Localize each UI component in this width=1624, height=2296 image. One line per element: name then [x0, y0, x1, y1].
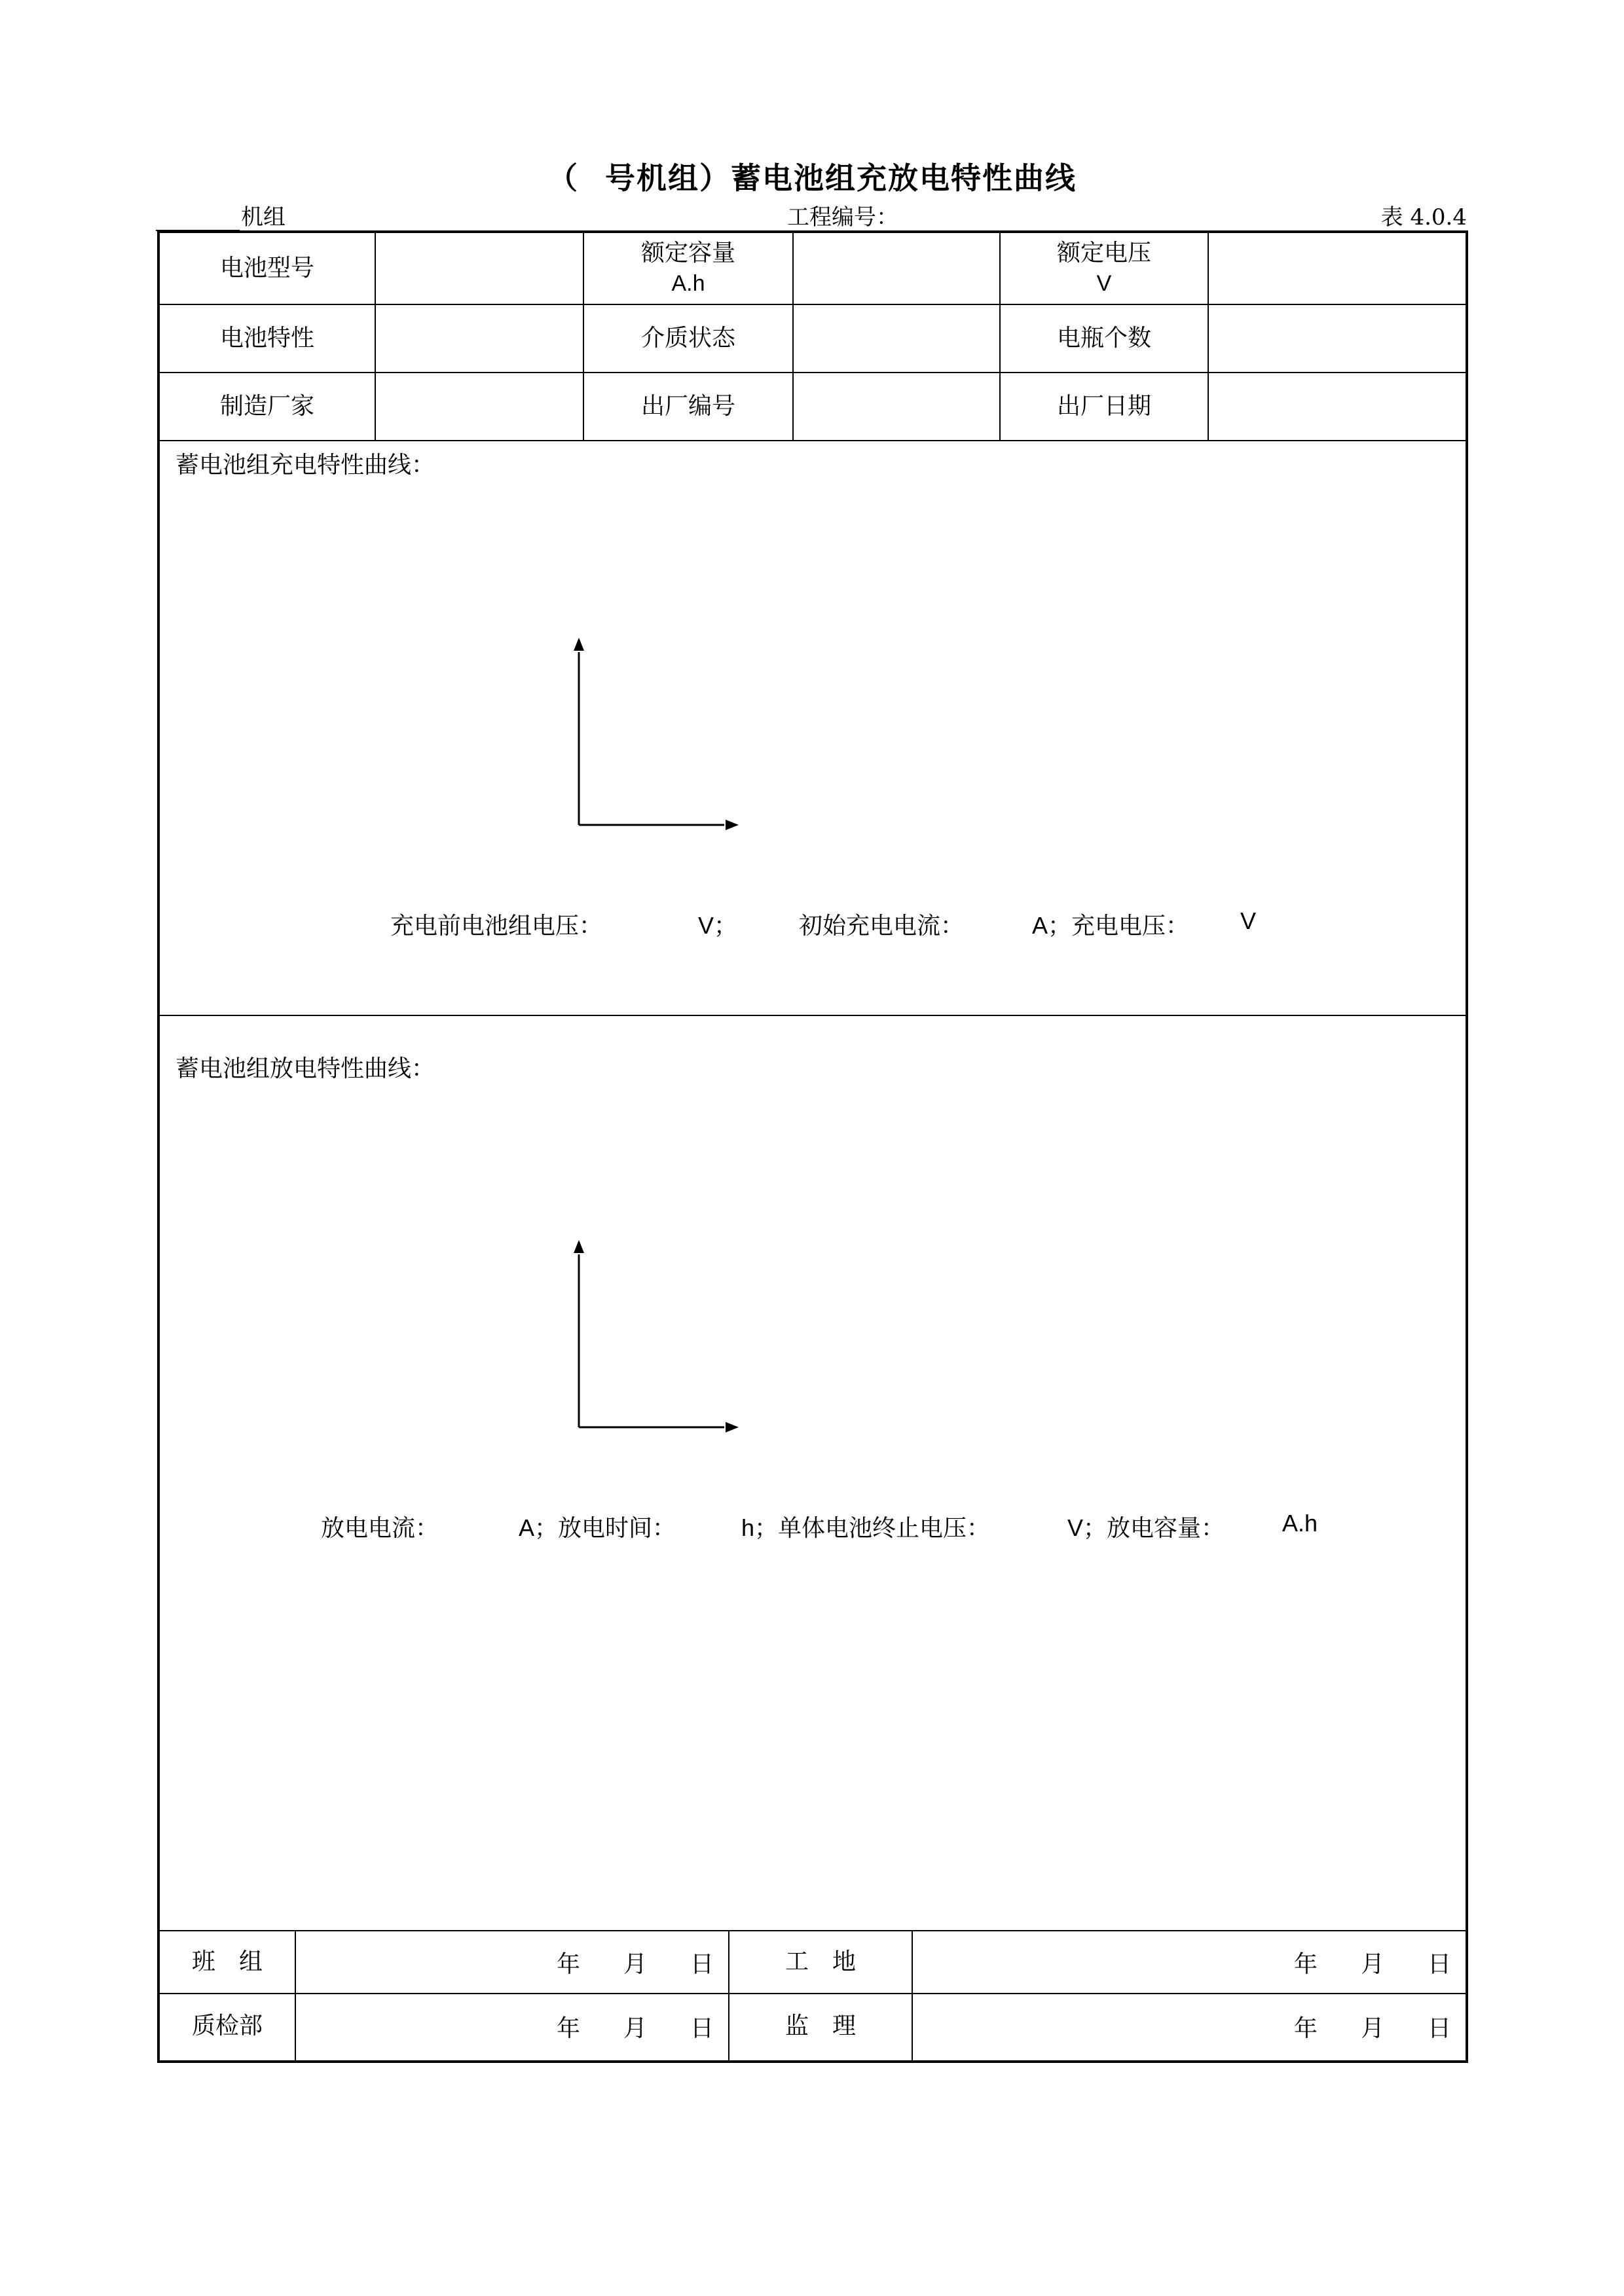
rated-capacity-label [584, 233, 792, 304]
rated-voltage-value[interactable] [1209, 233, 1466, 304]
discharge-curve-label: 蓄电池组放电特性曲线： [175, 1055, 435, 1082]
discharge-cell-end-voltage-label: 单体电池终止电压： [778, 1515, 991, 1542]
project-number-label: 工程编号： [787, 204, 898, 230]
charge-pre-voltage-unit: V； [698, 912, 738, 939]
medium-state-value[interactable] [794, 305, 999, 372]
charge-init-current-label: 初始充电电流： [799, 913, 965, 939]
discharge-capacity-unit: A.h [1282, 1510, 1318, 1537]
unit-suffix: 机组 [241, 204, 286, 230]
charge-axes [572, 635, 743, 845]
qc-year: 年 [556, 2014, 580, 2042]
discharge-axes [572, 1237, 743, 1447]
page-title [0, 155, 1624, 198]
rated-capacity-value[interactable] [794, 233, 999, 304]
charge-init-current [799, 907, 964, 941]
charge-voltage [1032, 907, 1189, 941]
supervision-month: 月 [1360, 2014, 1384, 2042]
charge-voltage-label: 充电电压： [1071, 913, 1190, 939]
battery-model-value[interactable] [376, 233, 583, 304]
charge-voltage-unit: V [1240, 907, 1257, 934]
discharge-capacity [1067, 1510, 1225, 1543]
team-label: 班 组 [191, 1948, 263, 1975]
manufacturer-label: 制造厂家 [219, 393, 314, 420]
rated-voltage-label [1001, 233, 1208, 304]
battery-char-label: 电池特性 [219, 325, 314, 352]
section-divider [160, 1015, 1466, 1016]
team-year: 年 [556, 1950, 580, 1978]
rated-voltage-text: 额定电压 [1056, 240, 1151, 266]
charge-voltage-unit-wrap [1240, 907, 1256, 935]
charge-pre-voltage-label: 充电前电池组电压： [390, 913, 603, 939]
discharge-capacity-unit-wrap [1282, 1510, 1318, 1537]
mfg-date-value[interactable] [1209, 373, 1466, 440]
discharge-cell-end-voltage [741, 1510, 990, 1543]
serial-no-label: 出厂编号 [640, 393, 735, 420]
discharge-current [321, 1510, 439, 1543]
charge-y-arrow-icon [574, 638, 584, 651]
rated-capacity-unit: A.h [671, 271, 705, 296]
battery-model-label: 电池型号 [219, 255, 314, 282]
qc-month: 月 [623, 2014, 647, 2042]
rated-capacity-text: 额定容量 [640, 240, 735, 266]
cell-count-value[interactable] [1209, 305, 1466, 372]
team-date[interactable] [296, 1931, 728, 1993]
discharge-cell-end-voltage-unit: V； [1067, 1514, 1107, 1541]
discharge-time-unit: h； [741, 1514, 779, 1541]
title-text: 号机组）蓄电池组充放电特性曲线 [605, 160, 1077, 196]
qc-day: 日 [690, 2014, 714, 2042]
discharge-time [519, 1510, 676, 1543]
unit-field [156, 199, 286, 231]
rated-voltage-unit: V [1096, 271, 1112, 296]
discharge-current-unit: A； [519, 1514, 559, 1541]
discharge-current-label: 放电电流： [321, 1515, 439, 1542]
battery-char-value[interactable] [376, 305, 583, 372]
serial-no-value[interactable] [794, 373, 999, 440]
qc-label: 质检部 [191, 2013, 263, 2039]
supervision-label: 监 理 [784, 2013, 856, 2039]
supervision-year: 年 [1293, 2014, 1318, 2042]
table-number: 表 4.0.4 [1380, 204, 1467, 230]
qc-date[interactable] [296, 1994, 728, 2058]
charge-x-arrow-icon [726, 820, 739, 830]
site-day: 日 [1427, 1950, 1451, 1978]
discharge-time-label: 放电时间： [558, 1515, 676, 1542]
charge-pre-voltage [390, 907, 602, 941]
manufacturer-value[interactable] [376, 373, 583, 440]
discharge-x-arrow-icon [726, 1422, 739, 1432]
supervision-date[interactable] [913, 1994, 1466, 2058]
title-paren: （ [547, 160, 579, 196]
discharge-capacity-label: 放电容量： [1107, 1515, 1225, 1542]
team-day: 日 [690, 1950, 714, 1978]
cell-count-label: 电瓶个数 [1056, 325, 1151, 352]
charge-init-current-unit: A； [1032, 912, 1072, 939]
site-year: 年 [1293, 1950, 1318, 1978]
site-date[interactable] [913, 1931, 1466, 1993]
site-month: 月 [1360, 1950, 1384, 1978]
mfg-date-label: 出厂日期 [1056, 393, 1151, 420]
row-divider [160, 440, 1466, 441]
site-label: 工 地 [784, 1948, 856, 1975]
team-month: 月 [623, 1950, 647, 1978]
form-frame [157, 230, 1468, 2063]
charge-curve-label: 蓄电池组充电特性曲线： [175, 452, 435, 479]
charge-pre-voltage-unit-wrap [698, 907, 737, 941]
discharge-y-arrow-icon [574, 1240, 584, 1253]
supervision-day: 日 [1427, 2014, 1451, 2042]
medium-state-label: 介质状态 [640, 325, 735, 352]
unit-blank[interactable] [156, 210, 240, 231]
